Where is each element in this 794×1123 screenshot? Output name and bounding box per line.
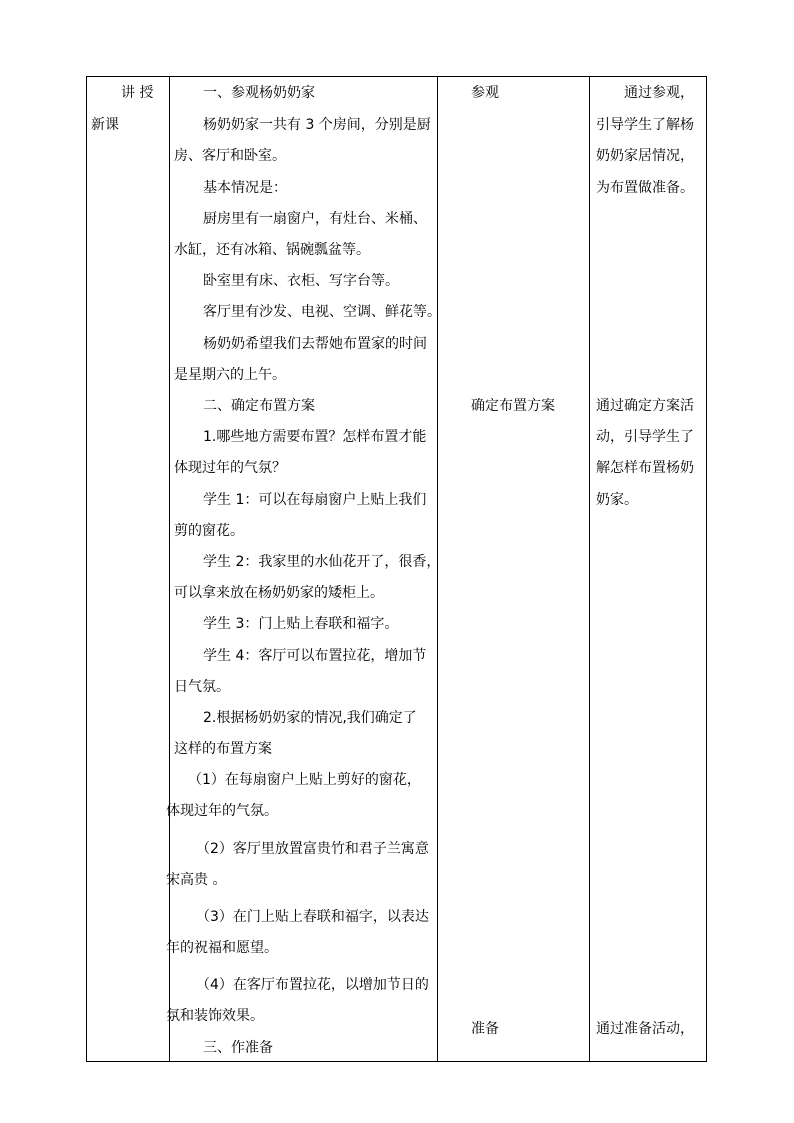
paragraph-line: 客厅里有沙发、电视、空调、鲜花等。 [203, 304, 441, 320]
paragraph-line: 学生 4：客厅可以布置拉花，增加节 [203, 648, 427, 664]
plan-line: （4）在客厅布置拉花，以增加节日的 [196, 977, 429, 993]
paragraph-line: 可以拿来放在杨奶奶家的矮柜上。 [174, 585, 384, 601]
activity-label: 确定布置方案 [471, 398, 555, 414]
section-title: 一、参观杨奶奶家 [203, 85, 315, 101]
section-title: 二、确定布置方案 [203, 398, 315, 414]
intent-line: 引导学生了解杨 [596, 117, 694, 133]
paragraph-line: 房、客厅和卧室。 [174, 148, 286, 164]
intent-line: 动，引导学生了 [596, 429, 694, 445]
plan-line: 宋高贵 。 [166, 872, 227, 888]
paragraph-line: 水缸，还有冰箱、锅碗瓢盆等。 [174, 242, 370, 258]
intent-line: 解怎样布置杨奶 [596, 460, 694, 476]
paragraph-line: 杨奶奶家一共有 3 个房间，分别是厨 [203, 117, 431, 133]
paragraph-line: 剪的窗花。 [174, 523, 244, 539]
plan-line: （2）客厅里放置富贵竹和君子兰寓意 [196, 841, 429, 857]
paragraph-line: 学生 3：门上贴上春联和福字。 [203, 616, 399, 632]
stage-label: 新课 [91, 117, 119, 133]
activity-label: 参观 [471, 85, 499, 101]
plan-line: 年的祝福和愿望。 [166, 940, 278, 956]
paragraph-line: 体现过年的气氛？ [174, 460, 286, 476]
plan-line: 体现过年的气氛。 [166, 803, 278, 819]
paragraph-line: 2.根据杨奶奶家的情况,我们确定了 [203, 710, 417, 726]
paragraph-line: 这样的布置方案 [174, 741, 272, 757]
intent-line: 通过准备活动， [596, 1021, 694, 1037]
intent-line: 通过确定方案活 [596, 398, 694, 414]
intent-line: 为布置做准备。 [596, 180, 694, 196]
intent-line: 通过参观， [624, 85, 694, 101]
plan-line: （3）在门上贴上春联和福字，以表达 [196, 909, 429, 925]
intent-line: 奶家。 [596, 492, 638, 508]
paragraph-line: 是星期六的上午。 [174, 367, 286, 383]
paragraph-line: 卧室里有床、衣柜、写字台等。 [203, 273, 399, 289]
section-title: 三、作准备 [203, 1040, 273, 1056]
paragraph-line: 日气氛。 [174, 679, 230, 695]
activity-label: 准备 [471, 1021, 499, 1037]
paragraph-line: 1.哪些地方需要布置？怎样布置才能 [203, 429, 427, 445]
column-divider [589, 77, 590, 1061]
plan-line: 氛和装饰效果。 [166, 1008, 264, 1024]
paragraph-line: 基本情况是： [203, 180, 287, 196]
plan-line: （1）在每扇窗户上贴上剪好的窗花， [188, 772, 421, 788]
paragraph-line: 杨奶奶希望我们去帮她布置家的时间 [203, 336, 427, 352]
paragraph-line: 学生 2：我家里的水仙花开了，很香， [203, 554, 441, 570]
column-divider [169, 77, 170, 1061]
paragraph-line: 厨房里有一扇窗户，有灶台、米桶、 [203, 211, 427, 227]
paragraph-line: 学生 1：可以在每扇窗户上贴上我们 [203, 492, 427, 508]
intent-line: 奶奶家居情况， [596, 148, 694, 164]
stage-label: 讲 授 [121, 85, 154, 101]
